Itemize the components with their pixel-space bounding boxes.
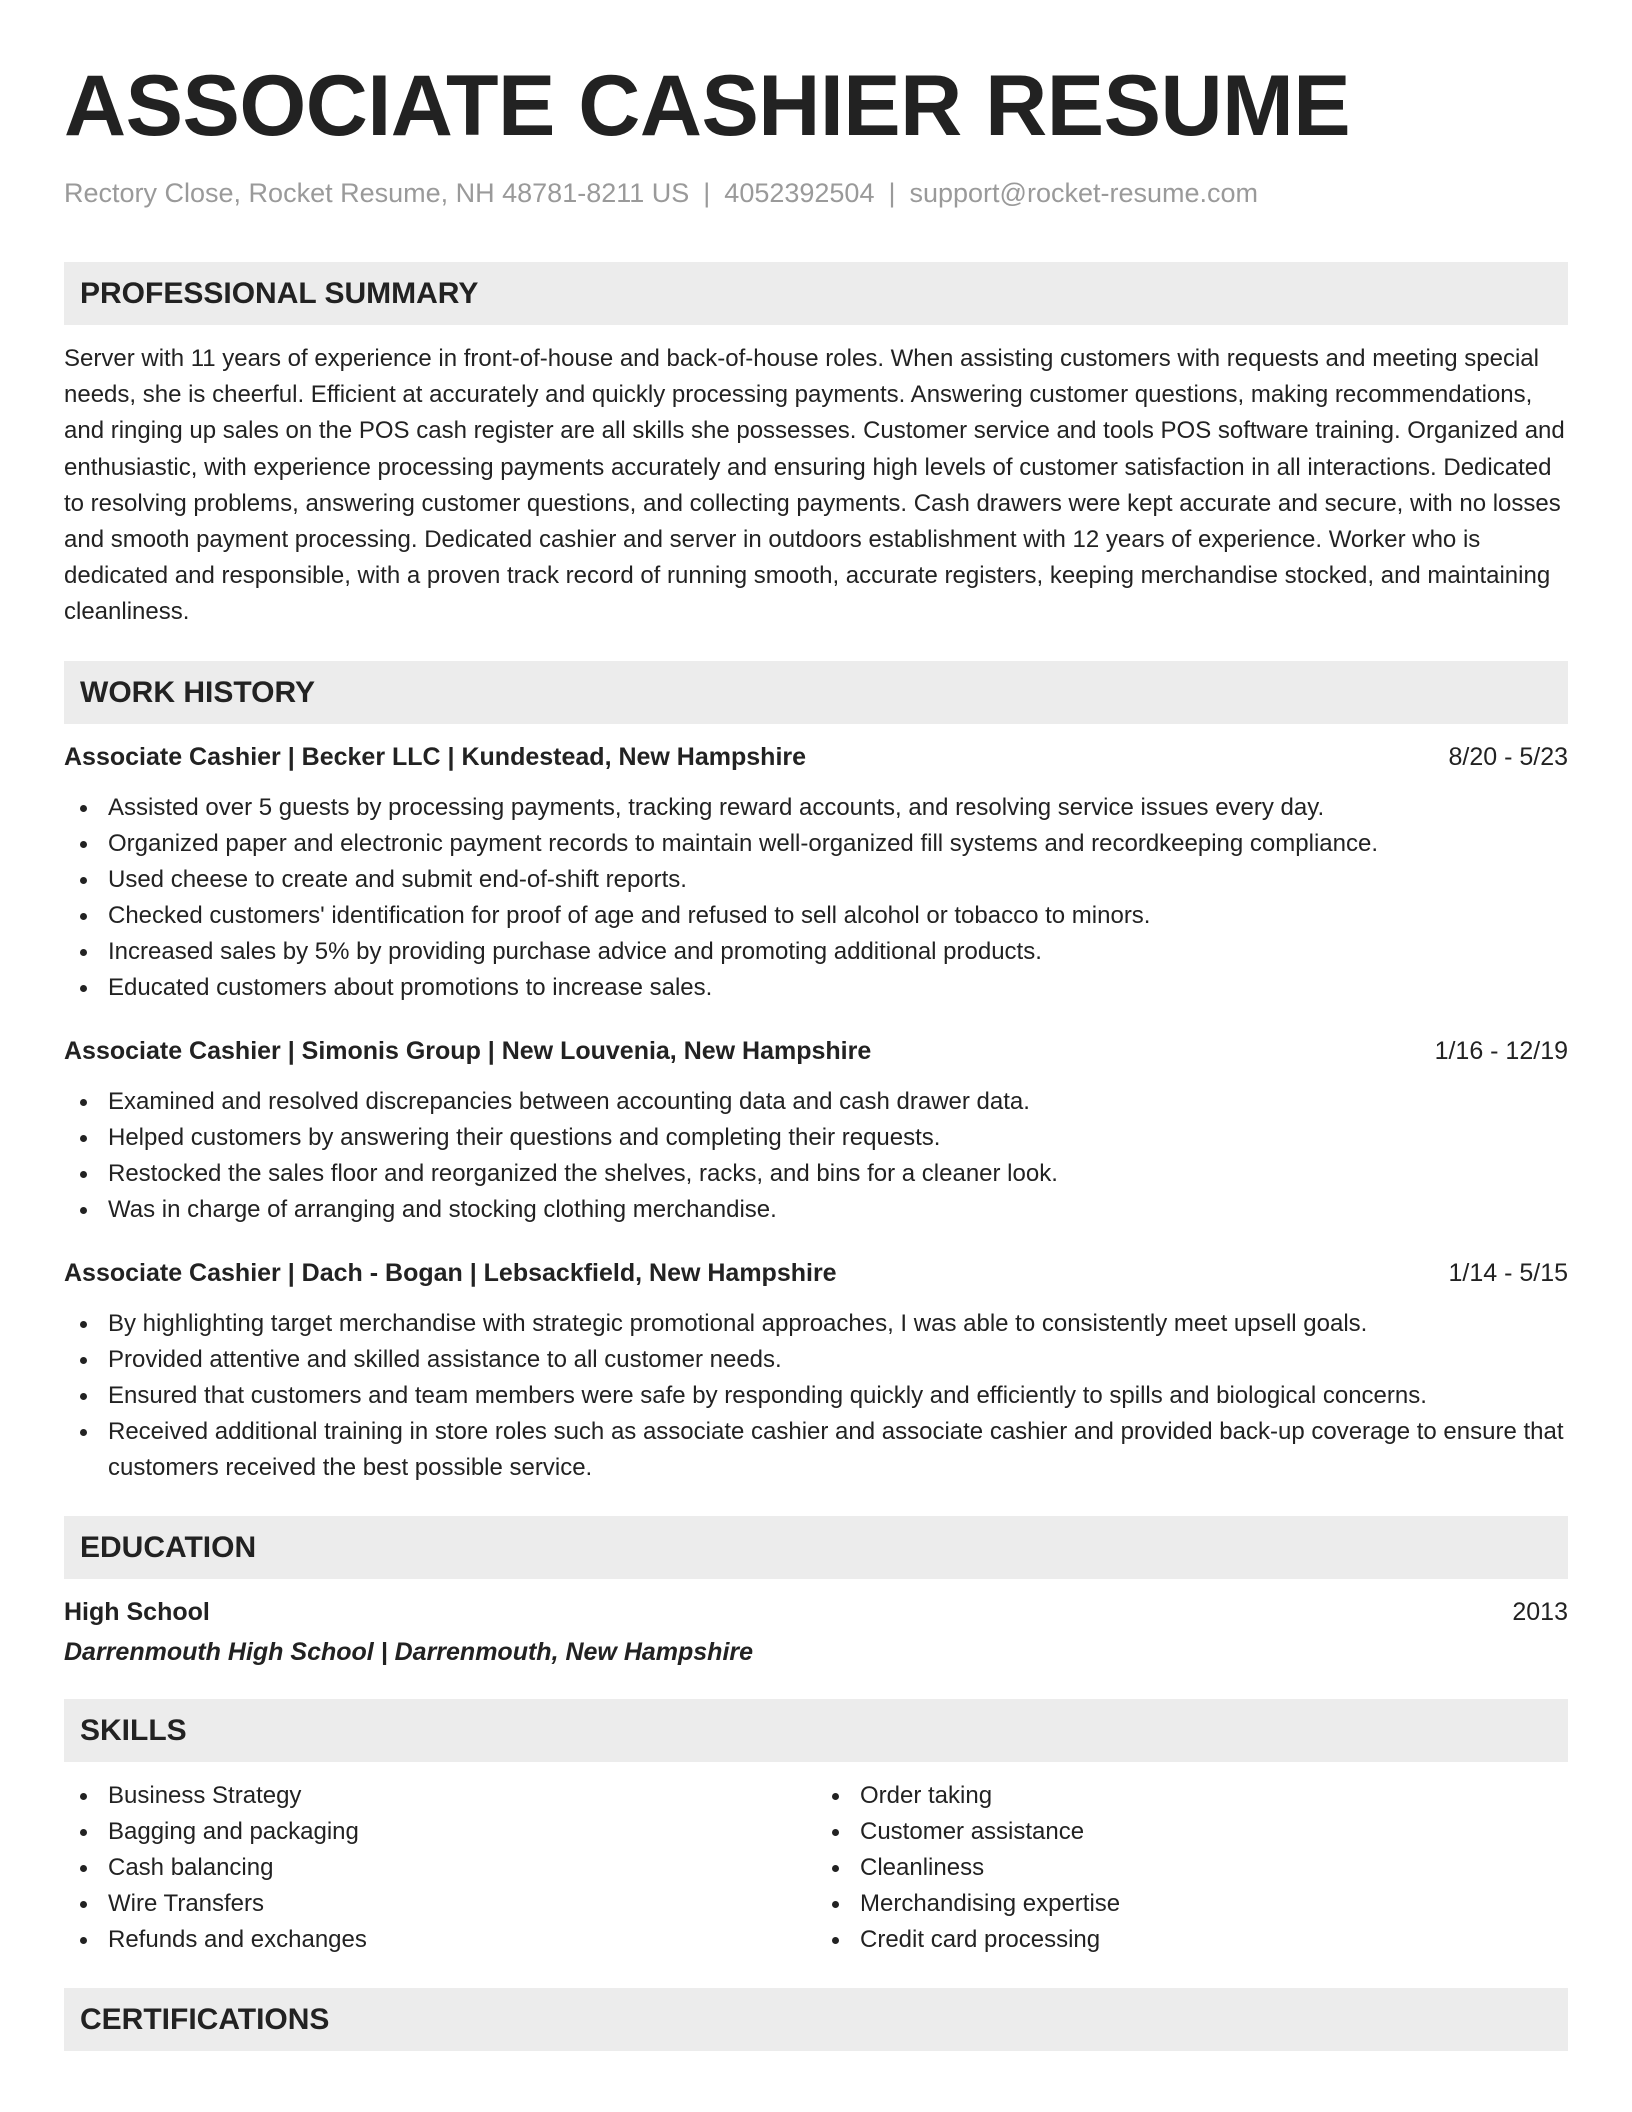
job-dates: 8/20 - 5/23	[1448, 742, 1568, 771]
job-bullet: Provided attentive and skilled assistance to all customer needs.	[64, 1342, 1568, 1378]
job-title: Associate Cashier | Dach - Bogan | Lebsackfield, New Hampshire	[64, 1258, 837, 1287]
job-bullets	[64, 790, 1568, 1006]
skill-item: Credit card processing	[816, 1922, 1568, 1958]
contact-email: support@rocket-resume.com	[909, 178, 1259, 208]
job-entry	[64, 1256, 1568, 1486]
job-header	[64, 740, 1568, 774]
job-bullets	[64, 1084, 1568, 1228]
education-header	[64, 1595, 1568, 1629]
education-school: Darrenmouth High School | Darrenmouth, New Hampshire	[64, 1637, 754, 1666]
job-bullet: Received additional training in store roles such as associate cashier and associate cashier and provided back-up coverage to ensure that customers received the best possible service.	[64, 1414, 1568, 1486]
contact-address: Rectory Close, Rocket Resume, NH 48781-8211 US	[64, 178, 690, 208]
job-bullet: Increased sales by 5% by providing purchase advice and promoting additional products.	[64, 934, 1568, 970]
job-header	[64, 1034, 1568, 1068]
job-title: Associate Cashier | Becker LLC | Kundestead, New Hampshire	[64, 742, 807, 771]
skill-item: Merchandising expertise	[816, 1886, 1568, 1922]
skill-item: Cash balancing	[64, 1850, 816, 1886]
contact-phone: 4052392504	[724, 178, 875, 208]
job-dates: 1/16 - 12/19	[1434, 1036, 1568, 1065]
skill-item: Business Strategy	[64, 1778, 816, 1814]
skills-list	[64, 1778, 1568, 1958]
section-header-work-history: WORK HISTORY	[64, 661, 1568, 724]
education-year: 2013	[1512, 1597, 1568, 1626]
skills-bullets	[816, 1778, 1568, 1958]
job-dates: 1/14 - 5/15	[1448, 1258, 1568, 1287]
job-header	[64, 1256, 1568, 1290]
education-entry	[64, 1595, 1568, 1669]
job-bullet: Organized paper and electronic payment records to maintain well-organized fill systems and recordkeeping compliance.	[64, 826, 1568, 862]
contact-separator: |	[703, 178, 711, 208]
job-title: Associate Cashier | Simonis Group | New Louvenia, New Hampshire	[64, 1036, 872, 1065]
skill-item: Customer assistance	[816, 1814, 1568, 1850]
job-bullet: Ensured that customers and team members were safe by responding quickly and efficiently to spills and biological concerns.	[64, 1378, 1568, 1414]
skill-item: Bagging and packaging	[64, 1814, 816, 1850]
job-bullet: Was in charge of arranging and stocking clothing merchandise.	[64, 1192, 1568, 1228]
job-bullet: Used cheese to create and submit end-of-shift reports.	[64, 862, 1568, 898]
section-header-summary: PROFESSIONAL SUMMARY	[64, 262, 1568, 325]
job-bullet: Assisted over 5 guests by processing payments, tracking reward accounts, and resolving service issues every day.	[64, 790, 1568, 826]
resume-title: ASSOCIATE CASHIER RESUME	[64, 58, 1351, 154]
contact-line	[64, 176, 1568, 210]
section-header-skills: SKILLS	[64, 1699, 1568, 1762]
skill-item: Refunds and exchanges	[64, 1922, 816, 1958]
job-bullet: Examined and resolved discrepancies between accounting data and cash drawer data.	[64, 1084, 1568, 1120]
skill-item: Wire Transfers	[64, 1886, 816, 1922]
contact-separator: |	[888, 178, 896, 208]
skill-item: Cleanliness	[816, 1850, 1568, 1886]
job-entry	[64, 740, 1568, 1006]
job-bullet: Checked customers' identification for proof of age and refused to sell alcohol or tobacco to minors.	[64, 898, 1568, 934]
skills-bullets	[64, 1778, 816, 1958]
skill-item: Order taking	[816, 1778, 1568, 1814]
job-bullet: By highlighting target merchandise with strategic promotional approaches, I was able to consistently meet upsell goals.	[64, 1306, 1568, 1342]
skills-column-left	[64, 1778, 816, 1958]
job-bullet: Helped customers by answering their questions and completing their requests.	[64, 1120, 1568, 1156]
job-bullet: Restocked the sales floor and reorganized the shelves, racks, and bins for a cleaner look.	[64, 1156, 1568, 1192]
skills-column-right	[816, 1778, 1568, 1958]
job-bullet: Educated customers about promotions to increase sales.	[64, 970, 1568, 1006]
section-header-certifications: CERTIFICATIONS	[64, 1988, 1568, 2051]
job-bullets	[64, 1306, 1568, 1486]
education-degree: High School	[64, 1597, 210, 1626]
section-header-education: EDUCATION	[64, 1516, 1568, 1579]
job-entry	[64, 1034, 1568, 1228]
summary-text: Server with 11 years of experience in front-of-house and back-of-house roles. When assisting customers with requests and meeting special needs, she is cheerful. Efficient at accurately and quickly processing payments. Answering customer questions, making recommendations, and ringing up sales on the POS cash register are all skills she possesses. Customer service and tools POS software training. Organized and enthusiastic, with experience processing payments accurately and ensuring high levels of customer satisfaction in all interactions. Dedicated to resolving problems, answering customer questions, and collecting payments. Cash drawers were kept accurate and secure, with no losses and smooth payment processing. Dedicated cashier and server in outdoors establishment with 12 years of experience. Worker who is dedicated and responsible, with a proven track record of running smooth, accurate registers, keeping merchandise stocked, and maintaining cleanliness.	[64, 345, 1565, 626]
